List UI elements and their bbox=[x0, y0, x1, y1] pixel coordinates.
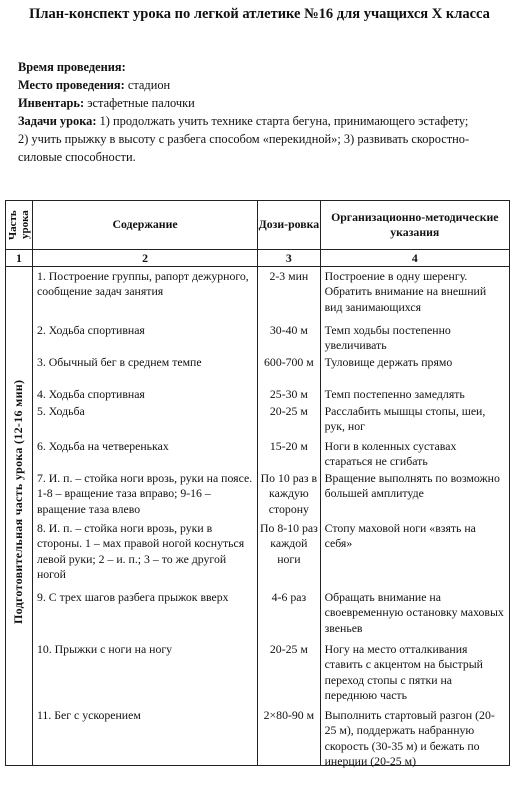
dose-value: По 10 раз в каждую сторону bbox=[260, 471, 318, 516]
list-item: 5. Ходьба bbox=[36, 404, 85, 418]
dose-value: 20-25 м bbox=[269, 404, 308, 418]
column-number: 1 bbox=[6, 250, 33, 267]
equipment-label: Инвентарь: bbox=[18, 96, 85, 110]
method-note: Расслабить мышцы стопы, шеи, рук, ног bbox=[324, 404, 486, 434]
equipment-line bbox=[18, 94, 508, 112]
dose-value: 20-25 м bbox=[269, 642, 308, 656]
dose-value: 2×80-90 м bbox=[263, 708, 315, 722]
method-note: Туловище держать прямо bbox=[324, 355, 453, 369]
header-notes: Организационно-методические указания bbox=[320, 201, 509, 250]
dose-value: 25-30 м bbox=[269, 387, 308, 401]
dose-value: 15-20 м bbox=[269, 439, 308, 453]
goals-line-2: 2) учить прыжку в высоту с разбега способом «перекидной»; 3) развивать скоростно- bbox=[18, 132, 470, 146]
list-item: 9. С трех шагов разбега прыжок вверх bbox=[36, 590, 229, 604]
header-part-label: Часть урока bbox=[6, 210, 31, 240]
list-item: 1. Построение группы, рапорт дежурного, сообщение задач занятия bbox=[36, 269, 249, 299]
column-number: 2 bbox=[32, 250, 257, 267]
section-cell bbox=[6, 267, 33, 766]
method-note: Выполнить стартовый разгон (20-25 м), поддержать набранную скорость (30-35 м) и бежать по инерции (20-25 м) bbox=[324, 708, 495, 769]
method-note: Стопу маховой ноги «взять на себя» bbox=[324, 521, 476, 551]
dose-column bbox=[258, 267, 320, 766]
list-item: 10. Прыжки с ноги на ногу bbox=[36, 642, 173, 656]
column-number: 3 bbox=[258, 250, 320, 267]
dose-value: 4-6 раз bbox=[271, 590, 307, 604]
list-item: 6. Ходьба на четвереньках bbox=[36, 439, 169, 453]
dose-value: 2-3 мин bbox=[269, 269, 309, 283]
header-content: Содержание bbox=[32, 201, 257, 250]
list-item: 11. Бег с ускорением bbox=[36, 708, 141, 722]
page-title: План-конспект урока по легкой атлетике №16 для учащихся X класса bbox=[29, 6, 490, 22]
method-note: Обращать внимание на своевременную остановку маховых звеньев bbox=[324, 590, 504, 635]
notes-column bbox=[320, 267, 509, 769]
list-item: 7. И. п. – стойка ноги врозь, руки на поясе. 1-8 – вращение таза вправо; 9-16 – вращение таза влево bbox=[36, 471, 253, 516]
equipment-value: эстафетные палочки bbox=[87, 96, 195, 110]
place-line bbox=[18, 76, 508, 94]
list-item: 2. Ходьба спортивная bbox=[36, 323, 145, 337]
table-header-row bbox=[6, 201, 510, 250]
list-item: 4. Ходьба спортивная bbox=[36, 387, 145, 401]
goals-line-3: силовые способности. bbox=[18, 150, 136, 164]
method-note: Темп постепенно замедлять bbox=[324, 387, 465, 401]
place-value: стадион bbox=[127, 78, 171, 92]
goals-line-1: 1) продолжать учить технике старта бегуна, принимающего эстафету; bbox=[99, 114, 469, 128]
section-label: Подготовительная часть урока (12-16 мин) bbox=[11, 379, 26, 625]
method-note: Темп ходьбы постепенно увеличивать bbox=[324, 323, 451, 353]
goals-label: Задачи урока: bbox=[18, 114, 97, 128]
method-note: Вращение выполнять по возможно большей амплитуде bbox=[324, 471, 500, 501]
place-label: Место проведения: bbox=[18, 78, 125, 92]
list-item: 3. Обычный бег в среднем темпе bbox=[36, 355, 202, 369]
header-dose: Дози-ровка bbox=[258, 201, 320, 250]
time-line bbox=[18, 58, 508, 76]
list-item: 8. И. п. – стойка ноги врозь, руки в стороны. 1 – мах правой ногой коснуться левой руки; 2 – и. п.; 3 – то же другой ногой bbox=[36, 521, 245, 582]
column-number-row bbox=[6, 250, 510, 267]
method-note: Ноги в коленных суставах стараться не сгибать bbox=[324, 439, 457, 469]
method-note: Построение в одну шеренгу. Обратить внимание на внешний вид занимающихся bbox=[324, 269, 487, 314]
time-label: Время проведения: bbox=[18, 60, 126, 74]
dose-value: 30-40 м bbox=[269, 323, 308, 337]
lesson-plan-table bbox=[5, 200, 510, 769]
header-part bbox=[6, 201, 33, 250]
method-note: Ногу на место отталкивания ставить с акцентом на быстрый переход стопы с пятки на переднюю часть bbox=[324, 642, 483, 703]
dose-value: По 8-10 раз каждой ноги bbox=[260, 521, 318, 566]
column-number: 4 bbox=[320, 250, 509, 267]
lesson-info bbox=[18, 58, 508, 166]
goals-block bbox=[18, 112, 508, 166]
dose-value: 600-700 м bbox=[264, 355, 314, 369]
section-row bbox=[6, 267, 510, 766]
content-column bbox=[32, 267, 257, 766]
